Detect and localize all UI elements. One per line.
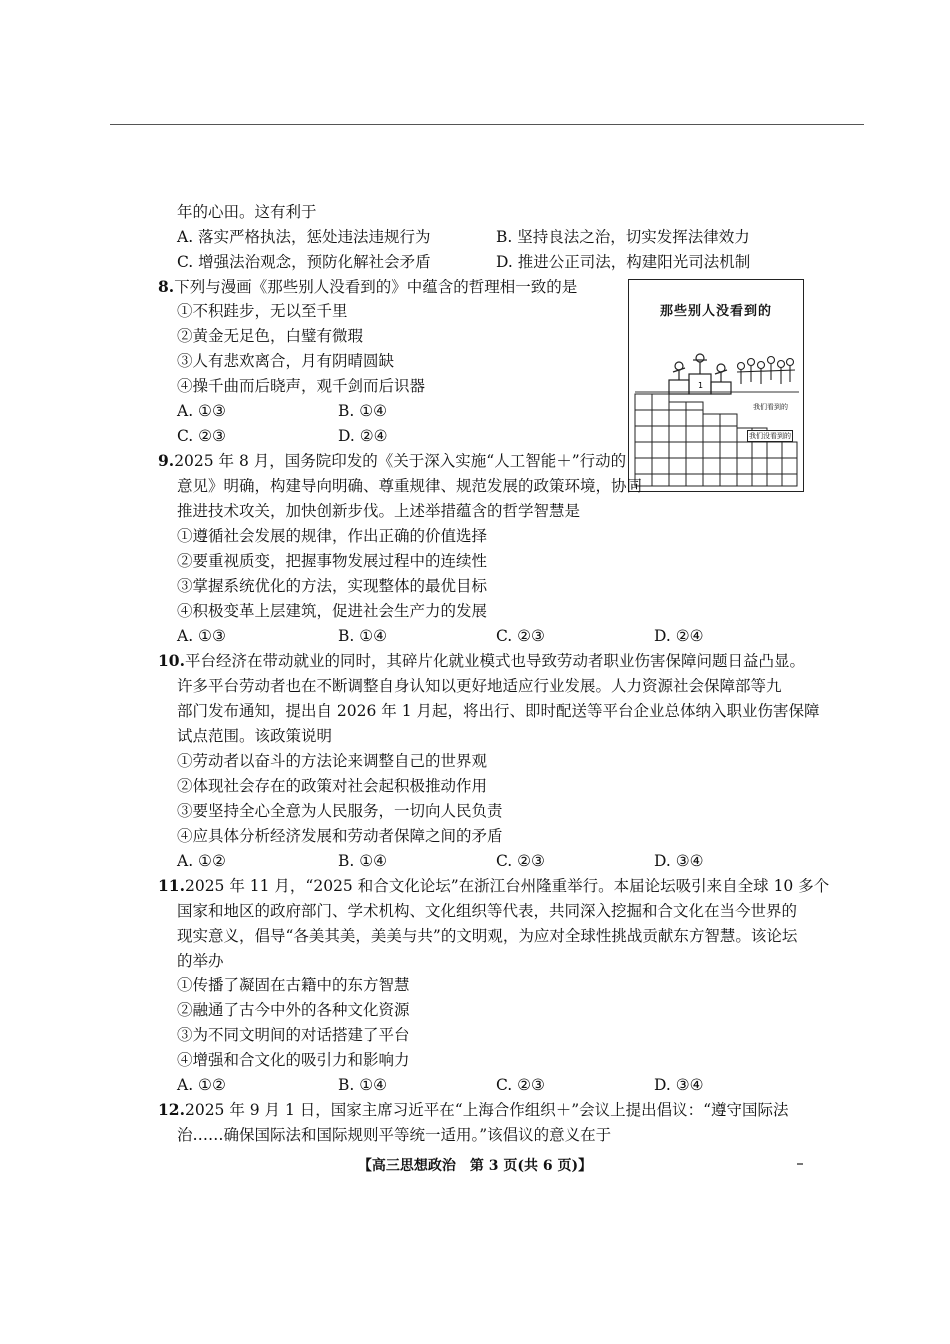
- q10-line-3: 部门发布通知，提出自 2026 年 1 月起，将出行、即时配送等平台企业总体纳入职业伤害保障: [177, 702, 820, 720]
- q7-option-b: B. 坚持良法之治，切实发挥法律效力: [496, 228, 750, 246]
- q9-line-1-text: 2025 年 8 月，国务院印发的《关于深入实施“人工智能＋”行动的: [174, 452, 627, 470]
- page-footer: 【高三思想政治 第 3 页(共 6 页)】: [357, 1158, 593, 1174]
- q8-stem: [158, 276, 577, 298]
- q9-item-3: ③掌握系统优化的方法，实现整体的最优目标: [177, 577, 488, 595]
- q8-number: 8.: [158, 277, 175, 296]
- q9-line-1: [158, 450, 626, 472]
- q7-option-a: A. 落实严格执法，惩处违法违规行为: [177, 228, 431, 246]
- q11-item-1: ①传播了凝固在古籍中的东方智慧: [177, 976, 410, 994]
- q11-item-3: ③为不同文明间的对话搭建了平台: [177, 1026, 410, 1044]
- q8-option-d: D. ②④: [338, 427, 388, 445]
- q12-line-1-text: 2025 年 9 月 1 日，国家主席习近平在“上海合作组织＋”会议上提出倡议：“遵守国际法: [184, 1101, 789, 1119]
- cartoon-label-bottom: 我们没看到的: [749, 432, 791, 440]
- q11-line-4: 的举办: [177, 952, 224, 970]
- q9-line-3: 推进技术攻关，加快创新步伐。上述举措蕴含的哲学智慧是: [177, 502, 581, 520]
- q12-line-2: 治……确保国际法和国际规则平等统一适用。”该倡议的意义在于: [177, 1126, 612, 1144]
- q10-line-2: 许多平台劳动者也在不断调整自身认知以更好地适应行业发展。人力资源社会保障部等九: [177, 677, 782, 695]
- q11-line-1: [158, 875, 829, 897]
- q7-option-c: C. 增强法治观念，预防化解社会矛盾: [177, 253, 431, 271]
- q11-item-4: ④增强和合文化的吸引力和影响力: [177, 1051, 410, 1069]
- q7-option-d: D. 推进公正司法，构建阳光司法机制: [496, 253, 751, 271]
- q8-option-c: C. ②③: [177, 427, 226, 445]
- q12-number: 12.: [158, 1100, 185, 1119]
- q11-option-a: A. ①②: [177, 1076, 226, 1094]
- q9-option-c: C. ②③: [496, 627, 545, 645]
- q9-number: 9.: [158, 451, 175, 470]
- q9-option-d: D. ②④: [654, 627, 704, 645]
- q11-number: 11.: [158, 876, 185, 895]
- q12-line-1: [158, 1099, 789, 1121]
- q10-line-1-text: 平台经济在带动就业的同时，其碎片化就业模式也导致劳动者职业伤害保障问题日益凸显。: [184, 652, 805, 670]
- footer-mark: [797, 1163, 803, 1165]
- q8-option-b: B. ①④: [338, 402, 388, 420]
- q10-item-2: ②体现社会存在的政策对社会起积极推动作用: [177, 777, 488, 795]
- q9-item-4: ④积极变革上层建筑，促进社会生产力的发展: [177, 602, 488, 620]
- q8-item-3: ③人有悲欢离合，月有阴晴圆缺: [177, 352, 395, 370]
- q9-line-2: 意见》明确，构建导向明确、尊重规律、规范发展的政策环境，协同: [177, 477, 643, 495]
- q10-item-1: ①劳动者以奋斗的方法论来调整自己的世界观: [177, 752, 488, 770]
- q10-option-b: B. ①④: [338, 852, 388, 870]
- q11-option-c: C. ②③: [496, 1076, 545, 1094]
- q10-option-a: A. ①②: [177, 852, 226, 870]
- cartoon-drawing: [629, 280, 805, 493]
- q9-item-2: ②要重视质变，把握事物发展过程中的连续性: [177, 552, 488, 570]
- q10-option-d: D. ③④: [654, 852, 704, 870]
- cartoon-label-top: 我们看到的: [753, 403, 788, 411]
- q11-option-d: D. ③④: [654, 1076, 704, 1094]
- q10-line-1: [158, 650, 805, 672]
- q11-item-2: ②融通了古今中外的各种文化资源: [177, 1001, 410, 1019]
- q8-item-1: ①不积跬步，无以至千里: [177, 302, 348, 320]
- q9-option-b: B. ①④: [338, 627, 388, 645]
- q10-line-4: 试点范围。该政策说明: [177, 727, 333, 745]
- cartoon-title: 那些别人没看到的: [659, 304, 772, 319]
- header-rule: [110, 124, 864, 125]
- q8-item-2: ②黄金无足色，白璧有微瑕: [177, 327, 364, 345]
- q8-cartoon: [628, 279, 804, 492]
- q8-option-a: A. ①③: [177, 402, 226, 420]
- q10-item-4: ④应具体分析经济发展和劳动者保障之间的矛盾: [177, 827, 503, 845]
- svg-text:1: 1: [698, 381, 704, 390]
- q11-option-b: B. ①④: [338, 1076, 388, 1094]
- q7-stem-tail: 年的心田。这有利于: [177, 203, 317, 221]
- q11-line-2: 国家和地区的政府部门、学术机构、文化组织等代表，共同深入挖掘和合文化在当今世界的: [177, 902, 798, 920]
- q9-item-1: ①遵循社会发展的规律，作出正确的价值选择: [177, 527, 488, 545]
- q8-stem-text: 下列与漫画《那些别人没看到的》中蕴含的哲理相一致的是: [174, 278, 578, 296]
- q11-line-3: 现实意义，倡导“各美其美，美美与共”的文明观，为应对全球性挑战贡献东方智慧。该论坛: [177, 927, 798, 945]
- q10-item-3: ③要坚持全心全意为人民服务，一切向人民负责: [177, 802, 503, 820]
- q10-option-c: C. ②③: [496, 852, 545, 870]
- q11-line-1-text: 2025 年 11 月，“2025 和合文化论坛”在浙江台州隆重举行。本届论坛吸引来自全球 10 多个: [184, 877, 830, 895]
- q9-option-a: A. ①③: [177, 627, 226, 645]
- q10-number: 10.: [158, 651, 185, 670]
- q8-item-4: ④操千曲而后晓声，观千剑而后识器: [177, 377, 426, 395]
